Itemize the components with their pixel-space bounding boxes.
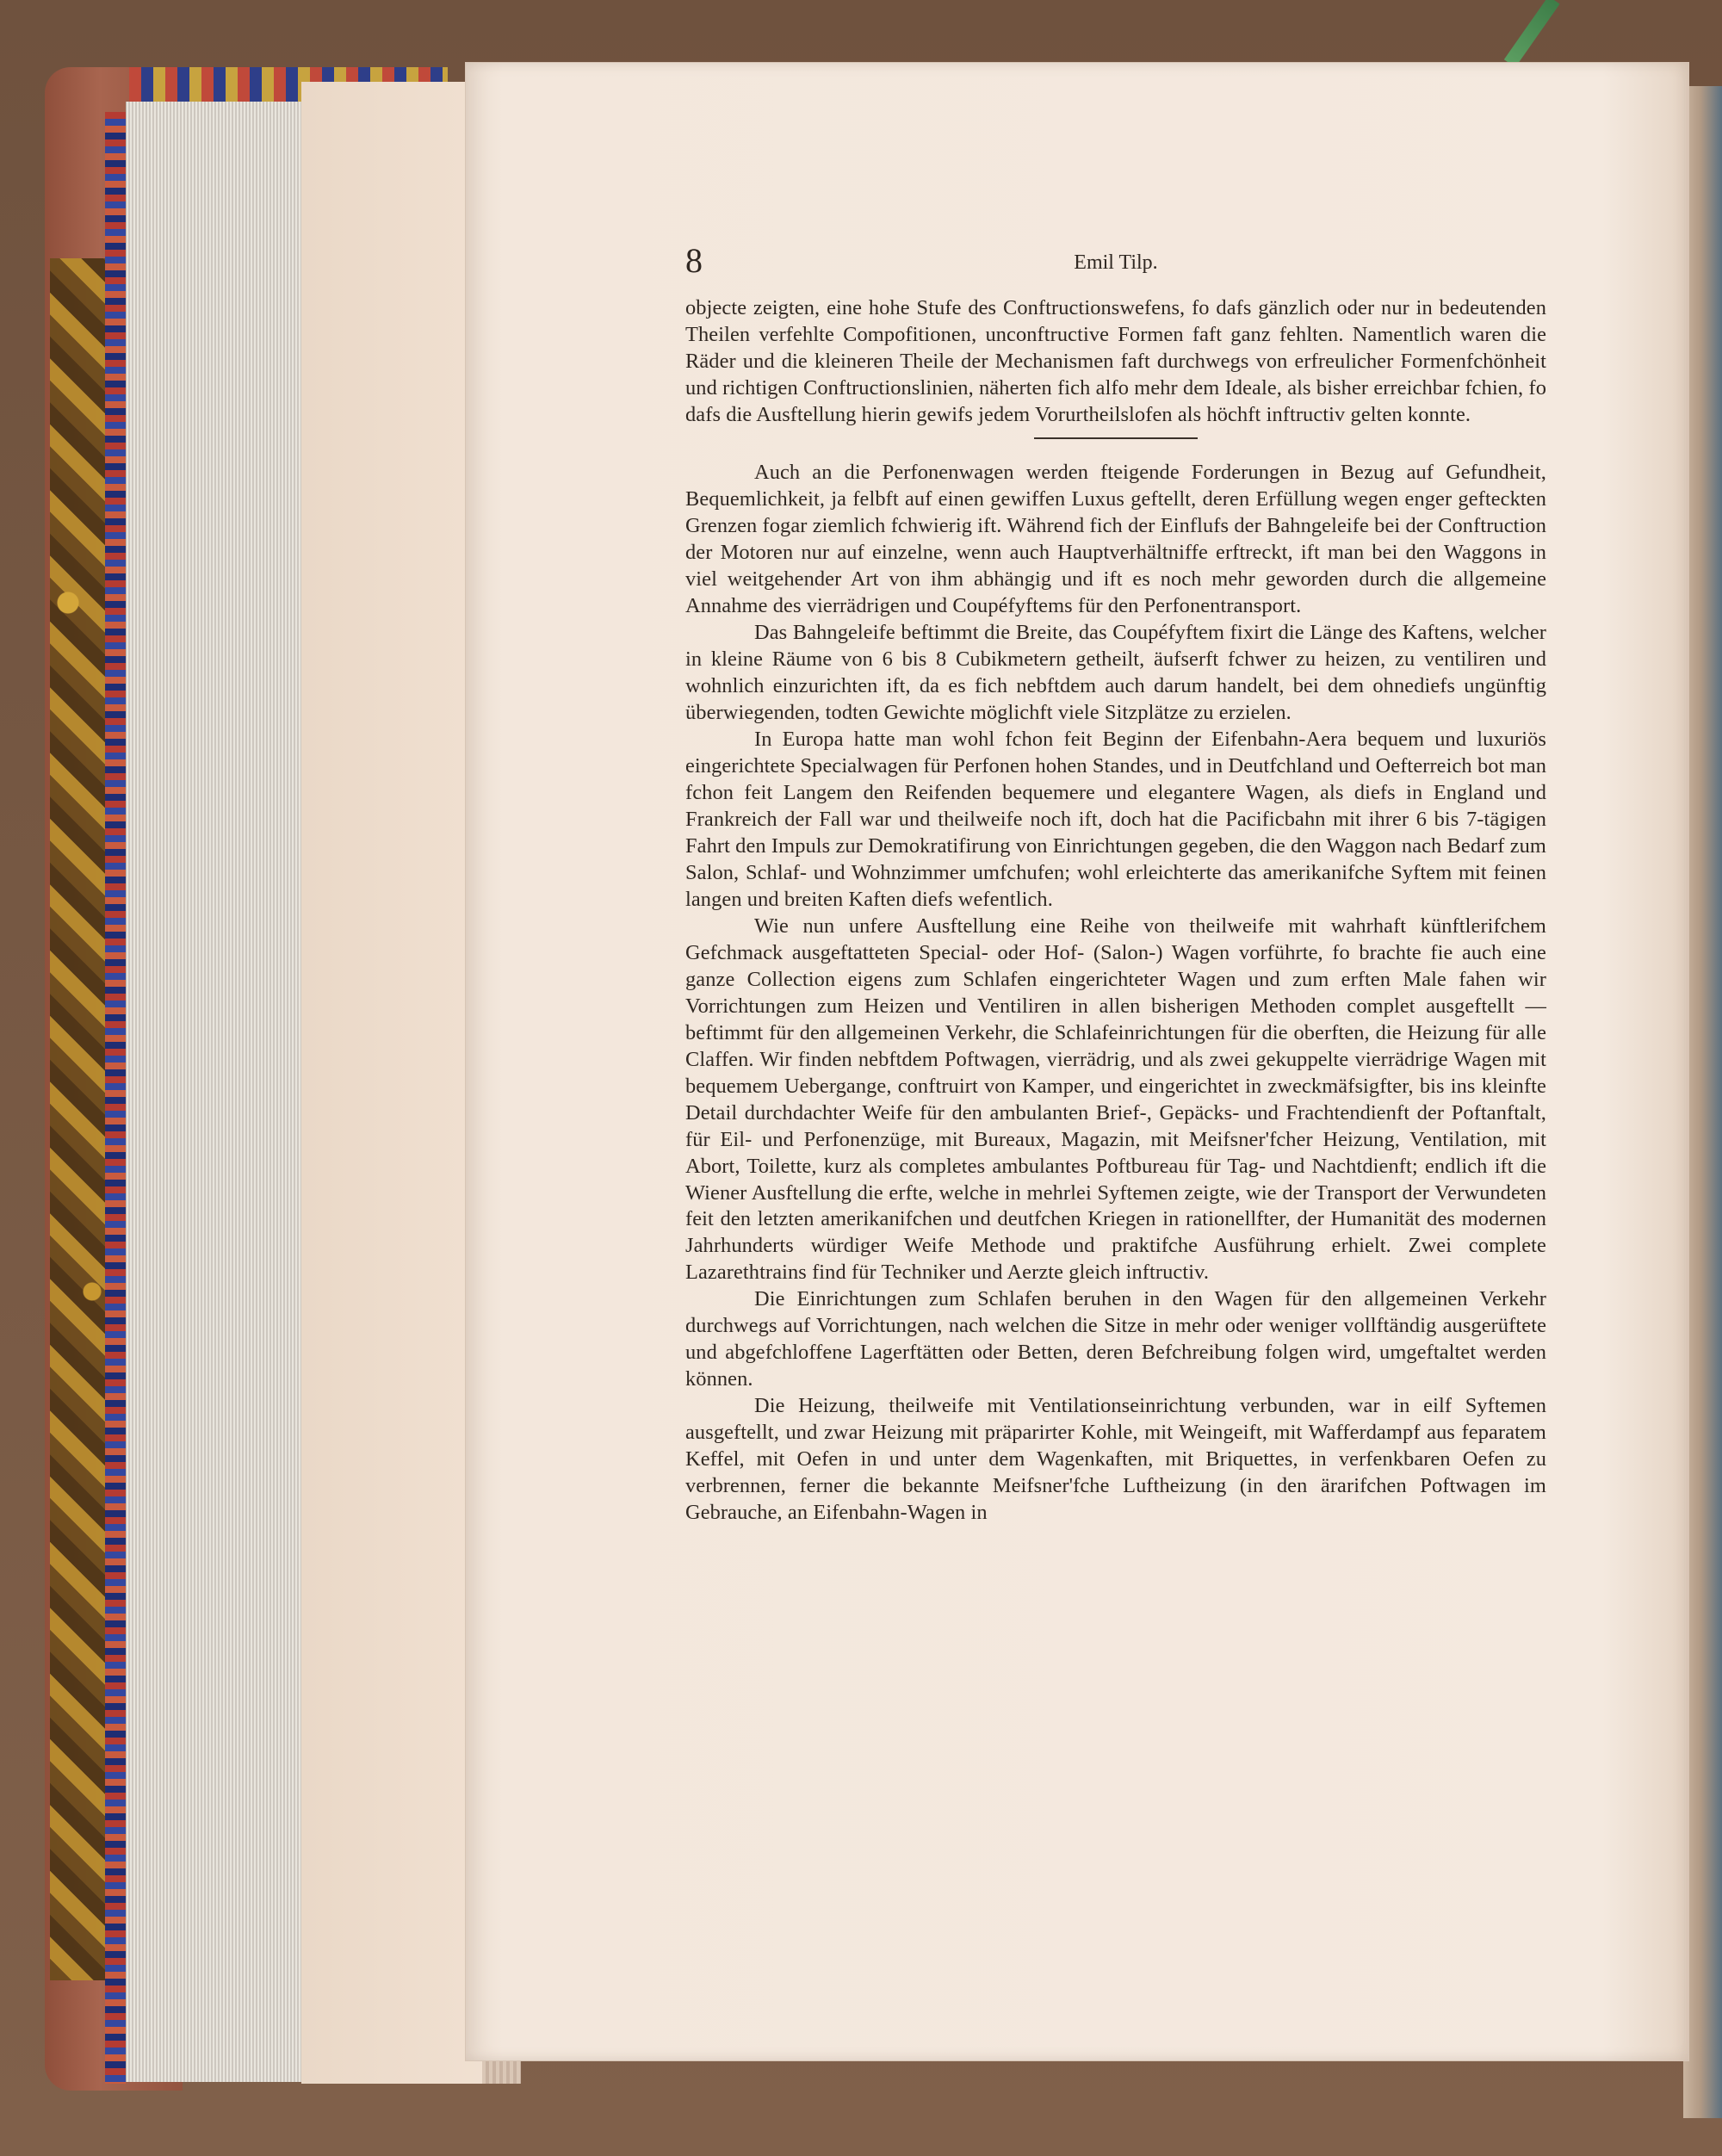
paragraph-2: Auch an die Perfonenwagen werden fteigende Forderungen in Bezug auf Gefundheit, Bequemlichkeit, ja felbft auf einen gewiffen Luxus geftellt, deren Erfüllung wegen enger gefteckten Grenzen fogar ziemlich fchwierig ift. Während fich der Einflufs der Bahngeleife bei der Conftruction der Motoren nur auf einzelne, wenn auch Hauptverhältniffe erftreckt, ift man bei den Waggons in viel weitgehender Art von ihm abhängig und ift es noch mehr geworden durch die allgemeine Annahme des vierrädrigen und Coupéfyftems für den Perfonentransport.: [685, 460, 1546, 617]
bookmark-ribbon: [1504, 0, 1560, 67]
document-page: [465, 62, 1689, 2061]
page-content: [685, 241, 1546, 1527]
paragraph-1: objecte zeigten, eine hohe Stufe des Conftructionswefens, fo dafs gänzlich oder nur in bedeutenden Theilen verfehlte Compofitionen, unconftructive Formen faft ganz fehlten. Namentlich waren die Räder und die kleineren Theile der Mechanismen faft durchwegs von erfreulicher Formenfchönheit und richtigen Conftructionslinien, näherten fich alfo mehr dem Ideale, als bisher erreichbar fchien, fo dafs die Ausftellung hierin gewifs jedem Vorurtheilslofen als höchft inftructiv gelten konnte.: [685, 296, 1546, 426]
page-header: [685, 241, 1546, 295]
paragraph-4: In Europa hatte man wohl fchon feit Beginn der Eifenbahn-Aera bequem und luxuriös eingerichtete Specialwagen für Perfonen hohen Standes, und in Deutfchland und Oefterreich bot man fchon feit Langem den Reifenden bequemere und elegantere Wagen, als diefs in England und Frankreich der Fall war und theilweife noch ift, doch hat die Pacificbahn mit ihrer 6 bis 7-tägigen Fahrt den Impuls zur Demokratifirung von Einrichtungen gegeben, die den Waggon nach Bedarf zum Salon, Schlaf- und Wohnzimmer umfchufen; wohl erleichterte das amerikanifche Syftem mit feinen langen und breiten Kaften diefs wefentlich.: [685, 727, 1546, 911]
page-stack: [126, 102, 308, 2082]
paragraph-7: Die Heizung, theilweife mit Ventilationseinrichtung verbunden, war in eilf Syftemen ausgeftellt, und zwar Heizung mit präparirter Kohle, mit Weingeift, mit Wafferdampf aus feparatem Keffel, mit Oefen in und unter dem Wagenkaften, mit Briquettes, in verfenkbaren Oefen zu verbrennen, ferner die bekannte Meifsner'fche Luftheizung (in den ärarifchen Poftwagen im Gebrauche, an Eifenbahn-Wagen in: [685, 1394, 1546, 1525]
running-head: Emil Tilp.: [1074, 251, 1158, 274]
marbled-cover-pattern: [50, 258, 110, 1980]
paragraph-6: Die Einrichtungen zum Schlafen beruhen in den Wagen für den allgemeinen Verkehr durchwegs auf Vorrichtungen, nach welchen die Sitze in mehr oder weniger vollftändig ausgerüftete und abgefchloffene Lagerftätten oder Betten, deren Befchreibung folgen wird, umgeftaltet werden können.: [685, 1287, 1546, 1391]
body-text: [685, 295, 1546, 1527]
paragraph-3: Das Bahngeleife beftimmt die Breite, das Coupéfyftem fixirt die Länge des Kaftens, welcher in kleine Räume von 6 bis 8 Cubikmetern getheilt, äufserft fchwer zu heizen, zu ventiliren und wohnlich einzurichten ift, da es fich nebftdem auch darum handelt, bei dem ohnediefs ungünftig überwiegenden, todten Gewichte möglichft viele Sitzplätze zu erzielen.: [685, 620, 1546, 724]
paragraph-5: Wie nun unfere Ausftellung eine Reihe von theilweife mit wahrhaft künftlerifchem Gefchmack ausgeftatteten Special- oder Hof- (Salon-) Wagen vorführte, fo brachte fie auch eine ganze Collection eigens zum Schlafen eingerichteter Wagen und zum erften Male fahen wir Vorrichtungen zum Heizen und Ventiliren in allen bisherigen Methoden complet ausgeftellt — beftimmt für den allgemeinen Verkehr, die Schlafeinrichtungen für die oberften, die Heizung für alle Claffen. Wir finden nebftdem Poftwagen, vierrädrig, und als zwei gekuppelte vierrädrige Wagen mit bequemem Uebergange, conftruirt von Kamper, und eingerichtet in zweckmäfsigfter, bis ins kleinfte Detail durchdachter Weife für den ambulanten Brief-, Gepäcks- und Frachtendienft der Poftanftalt, für Eil- und Perfonenzüge, mit Bureaux, Magazin, mit Meifsner'fcher Heizung, Ventilation, mit Abort, Toilette, kurz als completes ambulantes Poftbureau für Tag- und Nachtdienft; endlich ift die Wiener Ausftellung die erfte, welche in mehrlei Syftemen zeigte, wie der Transport der Verwundeten feit den letzten amerikanifchen und deutfchen Kriegen in rationellfter, der Humanität des modernen Jahrhunderts würdiger Weife Methode und praktifche Ausführung erhielt. Zwei complete Lazarethtrains find für Techniker und Aerzte gleich inftructiv.: [685, 914, 1546, 1285]
marbled-page-edge: [105, 112, 126, 2084]
page-number: 8: [685, 241, 703, 280]
section-rule: [1034, 437, 1198, 439]
